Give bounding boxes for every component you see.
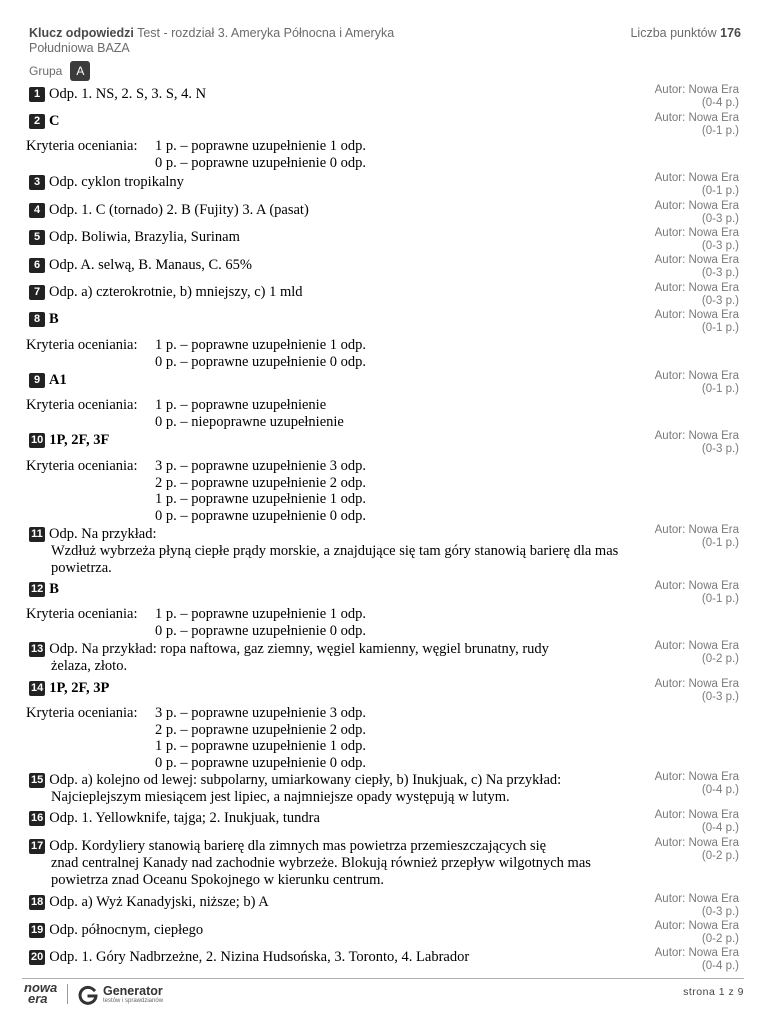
group-label: Grupa bbox=[29, 64, 63, 78]
points-range: (0-3 p.) bbox=[701, 690, 739, 703]
answer-item-7 bbox=[29, 284, 629, 301]
author-label: Autor: Nowa Era bbox=[654, 309, 739, 321]
answer-text: B bbox=[49, 311, 59, 327]
footer-divider bbox=[22, 978, 744, 979]
points-value: 176 bbox=[720, 26, 741, 40]
answer-item-11 bbox=[29, 526, 629, 577]
answer-item-15 bbox=[29, 772, 649, 806]
author-label: Autor: Nowa Era bbox=[654, 227, 739, 239]
points-range: (0-4 p.) bbox=[701, 783, 739, 796]
answer-continuation: Najcieplejszym miesiącem jest lipiec, a najmniejsze opady występują w lutym. bbox=[51, 789, 510, 805]
generator-g-icon bbox=[77, 984, 99, 1006]
criteria-line: 1 p. – poprawne uzupełnienie bbox=[155, 397, 327, 413]
page-number: strona 1 z 9 bbox=[683, 986, 744, 998]
criteria-label: Kryteria oceniania: bbox=[26, 337, 138, 353]
question-number: 17 bbox=[31, 840, 44, 852]
author-note-18 bbox=[599, 893, 739, 918]
author-note-6 bbox=[599, 254, 739, 279]
points-range: (0-3 p.) bbox=[701, 239, 739, 252]
answer-item-13 bbox=[29, 641, 639, 675]
criteria-line: 3 p. – poprawne uzupełnienie 3 odp. bbox=[155, 705, 367, 721]
answer-text: Odp. 1. NS, 2. S, 3. S, 4. N bbox=[49, 86, 207, 102]
answer-text: Odp. 1. Góry Nadbrzeżne, 2. Nizina Hudsońska, 3. Toronto, 4. Labrador bbox=[49, 949, 470, 965]
points-total bbox=[630, 26, 741, 40]
author-note-11 bbox=[599, 524, 739, 549]
logo-line-2: era bbox=[28, 991, 48, 1006]
points-range: (0-4 p.) bbox=[701, 821, 739, 834]
author-note-1 bbox=[599, 84, 739, 109]
answer-text: Odp. północnym, ciepłego bbox=[49, 922, 204, 938]
answer-continuation: żelaza, złoto. bbox=[51, 658, 128, 674]
answer-item-14 bbox=[29, 680, 629, 697]
author-label: Autor: Nowa Era bbox=[654, 172, 739, 184]
criteria-line: 2 p. – poprawne uzupełnienie 2 odp. bbox=[155, 721, 367, 738]
criteria-line: 0 p. – poprawne uzupełnienie 0 odp. bbox=[155, 622, 367, 639]
author-note-16 bbox=[599, 809, 739, 834]
criteria-label: Kryteria oceniania: bbox=[26, 705, 138, 721]
points-range: (0-2 p.) bbox=[701, 932, 739, 945]
author-note-20 bbox=[599, 947, 739, 972]
answer-text: 1P, 2F, 3P bbox=[49, 680, 110, 696]
points-range: (0-3 p.) bbox=[701, 294, 739, 307]
author-label: Autor: Nowa Era bbox=[654, 771, 739, 783]
question-number: 8 bbox=[29, 312, 45, 327]
answer-text: Odp. Boliwia, Brazylia, Surinam bbox=[49, 229, 240, 245]
answer-item-8 bbox=[29, 311, 629, 328]
criteria-line: 3 p. – poprawne uzupełnienie 3 odp. bbox=[155, 458, 367, 474]
question-number: 10 bbox=[31, 434, 44, 446]
answer-text: Odp. a) kolejno od lewej: subpolarny, umiarkowany ciepły, b) Inukjuak, c) Na przykład: bbox=[49, 772, 562, 788]
question-number: 7 bbox=[29, 285, 45, 300]
answer-item-19 bbox=[29, 922, 629, 939]
question-number: 11 bbox=[29, 527, 45, 542]
author-note-19 bbox=[599, 920, 739, 945]
answer-text: Odp. a) Wyż Kanadyjski, niższe; b) A bbox=[49, 894, 269, 910]
question-number: 5 bbox=[29, 230, 45, 245]
points-range: (0-1 p.) bbox=[701, 124, 739, 137]
author-label: Autor: Nowa Era bbox=[654, 254, 739, 266]
answer-text: Odp. Na przykład: ropa naftowa, gaz ziemny, węgiel kamienny, węgiel brunatny, rudy bbox=[49, 641, 549, 657]
answer-continuation: znad centralnej Kanady nad zachodnie wybrzeże. Blokują również przepływ wilgotnych mas powietrza znad Oceanu Spokojnego w kierunku centrum. bbox=[51, 855, 591, 888]
answer-text: Odp. Kordyliery stanowią barierę dla zimnych mas powietrza przemieszczających się bbox=[49, 838, 547, 854]
answer-text: Odp. cyklon tropikalny bbox=[49, 174, 184, 190]
answer-item-3 bbox=[29, 174, 629, 191]
answer-item-5 bbox=[29, 229, 629, 246]
author-label: Autor: Nowa Era bbox=[654, 430, 739, 442]
answer-text: 1P, 2F, 3F bbox=[49, 432, 110, 448]
author-label: Autor: Nowa Era bbox=[654, 112, 739, 124]
author-label: Autor: Nowa Era bbox=[654, 200, 739, 212]
answer-item-2 bbox=[29, 113, 629, 130]
question-number: 19 bbox=[31, 924, 44, 936]
author-label: Autor: Nowa Era bbox=[654, 920, 739, 932]
points-range: (0-2 p.) bbox=[701, 652, 739, 665]
author-note-14 bbox=[599, 678, 739, 703]
answer-continuation: Wzdłuż wybrzeża płyną ciepłe prądy morskie, a znajdujące się tam góry stanowią barierę dla mas powietrza. bbox=[51, 543, 619, 576]
author-label: Autor: Nowa Era bbox=[654, 524, 739, 536]
answer-text: C bbox=[49, 113, 60, 129]
criteria-line: 1 p. – poprawne uzupełnienie 1 odp. bbox=[155, 337, 367, 353]
author-note-12 bbox=[599, 580, 739, 605]
nowa-era-logo bbox=[24, 982, 57, 1004]
author-label: Autor: Nowa Era bbox=[654, 837, 739, 849]
question-number: 3 bbox=[29, 175, 45, 190]
criteria-line: 0 p. – poprawne uzupełnienie 0 odp. bbox=[155, 154, 367, 171]
question-number: 18 bbox=[31, 896, 44, 908]
points-range: (0-1 p.) bbox=[701, 382, 739, 395]
author-note-3 bbox=[599, 172, 739, 197]
answer-item-6 bbox=[29, 257, 629, 274]
generator-logo-text: Generator bbox=[103, 984, 163, 998]
document-title-rest: Test - rozdział 3. Ameryka Północna i Ameryka Południowa BAZA bbox=[29, 26, 395, 55]
answer-text: Odp. 1. Yellowknife, tajga; 2. Inukjuak, tundra bbox=[49, 810, 320, 826]
author-note-4 bbox=[599, 200, 739, 225]
criteria-label: Kryteria oceniania: bbox=[26, 397, 138, 413]
answer-item-20 bbox=[29, 949, 629, 966]
author-note-9 bbox=[599, 370, 739, 395]
question-number: 12 bbox=[31, 583, 44, 595]
answer-text: Odp. A. selwą, B. Manaus, C. 65% bbox=[49, 257, 252, 273]
answer-text: Odp. Na przykład: bbox=[49, 526, 157, 542]
author-label: Autor: Nowa Era bbox=[654, 640, 739, 652]
question-number: 16 bbox=[31, 812, 44, 824]
answer-text: B bbox=[49, 581, 59, 597]
author-note-2 bbox=[599, 112, 739, 137]
points-range: (0-4 p.) bbox=[701, 96, 739, 109]
criteria-label: Kryteria oceniania: bbox=[26, 138, 138, 154]
author-note-7 bbox=[599, 282, 739, 307]
criteria-line: 0 p. – poprawne uzupełnienie 0 odp. bbox=[155, 353, 367, 370]
author-note-10 bbox=[599, 430, 739, 455]
criteria-line: 1 p. – poprawne uzupełnienie 1 odp. bbox=[155, 138, 367, 154]
criteria-label: Kryteria oceniania: bbox=[26, 458, 138, 474]
group-indicator bbox=[29, 61, 90, 81]
logo-separator bbox=[67, 984, 68, 1004]
author-note-8 bbox=[599, 309, 739, 334]
author-label: Autor: Nowa Era bbox=[654, 580, 739, 592]
criteria-line: 0 p. – niepoprawne uzupełnienie bbox=[155, 413, 344, 430]
criteria-label: Kryteria oceniania: bbox=[26, 606, 138, 622]
answer-item-1 bbox=[29, 86, 629, 103]
criteria-line: 2 p. – poprawne uzupełnienie 2 odp. bbox=[155, 474, 367, 491]
answer-item-18 bbox=[29, 894, 629, 911]
group-badge: A bbox=[70, 61, 90, 81]
author-note-5 bbox=[599, 227, 739, 252]
author-label: Autor: Nowa Era bbox=[654, 84, 739, 96]
points-range: (0-1 p.) bbox=[701, 536, 739, 549]
points-range: (0-1 p.) bbox=[701, 592, 739, 605]
points-range: (0-1 p.) bbox=[701, 321, 739, 334]
author-label: Autor: Nowa Era bbox=[654, 809, 739, 821]
author-label: Autor: Nowa Era bbox=[654, 947, 739, 959]
answer-item-17 bbox=[29, 838, 641, 889]
answer-item-12 bbox=[29, 581, 629, 598]
points-label: Liczba punktów bbox=[630, 26, 717, 40]
author-label: Autor: Nowa Era bbox=[654, 370, 739, 382]
author-label: Autor: Nowa Era bbox=[654, 282, 739, 294]
points-range: (0-1 p.) bbox=[701, 184, 739, 197]
criteria-line: 0 p. – poprawne uzupełnienie 0 odp. bbox=[155, 754, 367, 771]
answer-item-4 bbox=[29, 202, 629, 219]
answer-text: A1 bbox=[49, 372, 67, 388]
points-range: (0-4 p.) bbox=[701, 959, 739, 972]
question-number: 9 bbox=[29, 373, 45, 388]
document-title bbox=[29, 26, 449, 55]
points-range: (0-3 p.) bbox=[701, 442, 739, 455]
criteria-line: 1 p. – poprawne uzupełnienie 1 odp. bbox=[155, 738, 367, 754]
question-number: 14 bbox=[31, 682, 44, 694]
question-number: 13 bbox=[31, 643, 44, 655]
points-range: (0-3 p.) bbox=[701, 266, 739, 279]
answer-item-9 bbox=[29, 372, 629, 389]
question-number: 15 bbox=[31, 774, 44, 786]
document-title-bold: Klucz odpowiedzi bbox=[29, 26, 134, 40]
author-label: Autor: Nowa Era bbox=[654, 893, 739, 905]
answer-text: Odp. a) czterokrotnie, b) mniejszy, c) 1 mld bbox=[49, 284, 303, 300]
answer-item-16 bbox=[29, 810, 629, 827]
points-range: (0-3 p.) bbox=[701, 905, 739, 918]
question-number: 2 bbox=[29, 114, 45, 129]
author-note-15 bbox=[599, 771, 739, 796]
criteria-line: 1 p. – poprawne uzupełnienie 1 odp. bbox=[155, 606, 367, 622]
criteria-line: 1 p. – poprawne uzupełnienie 1 odp. bbox=[155, 491, 367, 507]
author-note-17 bbox=[599, 837, 739, 862]
generator-logo-subtitle: testów i sprawdzianów bbox=[103, 998, 164, 1004]
author-label: Autor: Nowa Era bbox=[654, 678, 739, 690]
points-range: (0-2 p.) bbox=[701, 849, 739, 862]
points-range: (0-3 p.) bbox=[701, 212, 739, 225]
question-number: 1 bbox=[29, 87, 45, 102]
answer-text: Odp. 1. C (tornado) 2. B (Fujity) 3. A (pasat) bbox=[49, 202, 309, 218]
criteria-line: 0 p. – poprawne uzupełnienie 0 odp. bbox=[155, 507, 367, 524]
answer-item-10 bbox=[29, 432, 629, 449]
logo-line-1: nowa bbox=[24, 980, 58, 995]
author-note-13 bbox=[599, 640, 739, 665]
question-number: 20 bbox=[31, 951, 44, 963]
question-number: 6 bbox=[29, 258, 45, 273]
question-number: 4 bbox=[29, 203, 45, 218]
